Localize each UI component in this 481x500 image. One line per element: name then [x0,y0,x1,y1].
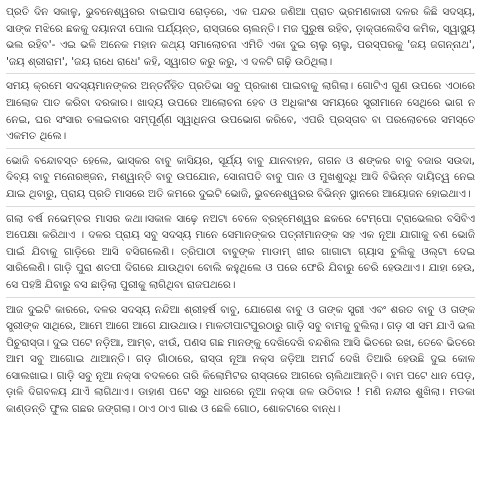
paragraph-2: ସମୟ କ୍ରମେ ସଦସ୍ୟମାନଙ୍କର ଅନ୍ତର୍ନିହିତ ପ୍ରତିଭା ସବୁ ପ୍ରକାଶ ପାଇବାକୁ ଲାଗିଲା। ଗୋଟିଏ ଗୁଣ ଉପରେ ଏଠାରେ ଆଲୋକ ପାତ କରିବା ଦରକାର। ଖାଦ୍ୟ ଉପରେ ଆଲୋଚନା ହେବ ଓ ଅଧିକାଂଶ ସମୟରେ ସ୍ତ୍ରୀମାନେ ସେଥିରେ ଭାଗ ନ ନେଇ, ଘର ସଂସାର ଚଳାଇବାର ସମ୍ପୂର୍ଣ୍ଣ ସ୍ୱାଧିନତା ଉପଭୋଗ କରିବେ, ଏପରି ପ୍ରସ୍ତାବ ବା ପରଲୋଚରେ ସମସ୍ତେ ଏକମତ ଥିଲେ। [6,80,475,143]
paragraph-divider [6,73,475,74]
paragraph-divider [6,148,475,149]
paragraph-1: ପ୍ରତି ଦିନ ସକାଳୁ, ଭୁବନେଶ୍ୱରର ବାଇପାସ ରୋଡ଼ରେ, ଏକ ପନ୍ଦର ଜଣିଆ ପ୍ରାତ ଭ୍ରମଣକାରୀ ଦଳର କିଛି ସଦସ୍ୟ, ସାଙ୍କ ମଝିରେ ଛକକୁ ଦୟାନଦୀ ପୋଲ ପର୍ଯ୍ୟନ୍ତ, ରାସ୍ତାରେ ଚାଲନ୍ତି। ମଜ ପୁରୁଷ ରହିବ, ଡ଼ାକ୍ତାଲେବିସ କମିକ, ସ୍ୱାସ୍ଥ୍ୟ ଭଲ ରହିବ'- ଏଇ ଭଳି ଅନେକ ମହାନ କଥ୍ୟ ସମାଲୋଚନା ଏମିତି ଏକା ଦୁଇ ଚାଲୁ ଚାଲୁ, ପରସ୍ପରକୁ 'ଜୟ ଜଗନ୍ନାଥ', 'ଜୟ ଶ୍ରୀରାମ', 'ଜୟ ରାଧେ ରାଧେ' କହି, ସ୍ୱାଗତ କରୁ କରୁ, ଏ ଦଳଟି ଗଢ଼ି ଉଠିଥିଲା। [6,6,475,68]
paragraph-divider [6,297,475,298]
paragraph-4: ଗଲା ବର୍ଷ ନଭେମ୍ବର ମାସର କଥା।ସକାଳ ସାଢ଼େ ନଅଟା ବେଳେ ବ୍ରହ୍ମେଶ୍ୱର ଛକରେ ଟେମ୍ପୋ ଟ୍ରାଭେଲର ବସିବିଏ ଅପେକ୍ଷା କରିଥାଏ । ଦଳର ପ୍ରାୟ ସବୁ ସଦସ୍ୟ ମାନେ ସେମାନଙ୍କର ପତ୍ନୀମାନଙ୍କ ସହ ଏକ ନୂଆ ଯାଗାକୁ ବଣ ଭୋଜି ପାଇଁ ଯିବାକୁ ଗାଡ଼ିରେ ଆସି ବସିଗଲେଣି। ତ୍ରିପାଠୀ ବାବୁଙ୍କ ମାଡାମ୍ ଖୀର ଗାଗାଟା ଗ୍ୟାସ ଚୁଲିକୁ ଓଲ୍ଟା ଦେଇ ସାରିଲେଣି। ଗାଡ଼ି ପୁରା ଶତପୀ ଦିଗରେ ଯାଉଥିବା ବୋଲି କହୁଥିଲେ ଓ ପରେ ଫେରି ଯିବାରୁ ଚେରି ହେଉଥାଏ। ଯାହା ହେଉ, ସେ ପହଞ୍ଚି ଯିବାରୁ ବସ ଛାଡ଼ିଲା ପୁରୀକୁ ଲାଗିଥିବା ରାଜପଥରେ। [6,212,475,291]
paragraph-5: ଆଜ ଦୁଇଟି କାରରେ, ଦଳର ସଦସ୍ୟ ନନ୍ଦିଆ ଶ୍ରୀହର୍ଷ ବାବୁ, ଯୋଗେଶ ବାବୁ ଓ ତାଙ୍କ ସ୍ତ୍ରୀ ଏବଂ ଶରତ ବାବୁ ଓ ତାଙ୍କ ସ୍ତ୍ରୀଙ୍କ ସାଥିରେ, ଆମେ ଆଗେ ଆଗେ ଯାଉଥାଉ। ମାଳତୀପାଟପୁରଠାରୁ ଗାଡ଼ି ସବୁ ବାମକୁ ବୁଲିଲା। ଗଡ଼ ସୀ ସମ ଯାଏଁ ଭଲ ପିଚୁରାସ୍ତା। ଦୁଇ ପଟେ ନଡ଼ିଆ, ଆମ୍ବ, ଝାଉଁ, ପଣସ ଗଛ ମାନଙ୍କୁ ଦେଖିଦେଖି ବନ୍ଦଶିଲ ଆସି ଭିତରେ ରଖ, ତେବେ ଭିତରେ ଆମ ସବୁ ଆଗୋଇ ଥାଆନ୍ତି। ଗଡ଼ ଗାଁଠାରେ, ରାସ୍ତା ନୂଆ ନକ୍ସ ଜଡ଼ିଆ ଅମର୍ଦ୍ଦ ଦେଖି ତିଆରି ହେଉଛି ଦୁଇ କୋଳ ସୋଲଖାଇ। ଗାଡ଼ି ସବୁ ନୂଆ ନକ୍ସା ବଦଳରେ ତାରି କିଲୋମିଟର ରାସ୍ତାରେ ଆଗରେ ଚାଲିଥାଆନ୍ତି। ବାମ ପଟେ ଧାନ ପେଡ଼, ଡ଼ାଳି ଦିଗବଳୟ ଯାଏଁ ଲାଗିଥାଏ। ଡାହାଣ ପଟେ ସରୁ ଧାରରେ ନୂଆ ନକ୍ସା ଜଳ ଉଠିବାର ! ମଣି ନନ୍ଦୀର ଶୁଖିଲା। ମଡକା କାଣ୍ଡନ୍ତି ଫୁଲ ଗଛର ଜଙ୍ଗଲା। ଠାଏ ଠାଏ ଗାଈ ଓ ଛେଳି ଗୋଠ, ଶୋକଟାରେ ବାନ୍ଧ। [6,303,475,416]
paragraph-3: ଭୋଜି ବନ୍ଦୋବସ୍ତ ହେଲେ, ଭାସ୍କର ବାବୁ କାସିୟର, ସୂର୍ଯ୍ୟ ବାବୁ ଯାନବାହନ, ଗଗନ ଓ ଶଙ୍କର ବାବୁ ବଜାର ସଉଦା, ଦିବ୍ୟ ବାବୁ ମନୋରଞ୍ଜନ, ମଶ୍ୱାନ୍ତି ବାବୁ ଉପଯୋନ, ସୋନାପତି ବାବୁ ପାନ ଓ ମୁଖଶୁଦ୍ଧି ଆଦି ବିଭିନ୍ନ ଦାୟିତ୍ୱ ନେଇ ଯାଇ ଥିବାରୁ, ପ୍ରାୟ ପ୍ରତି ମାସରେ ଅତି କମରେ ଦୁଇଟି ଭୋଜି, ଭୁବନେଶ୍ୱରର ବିଭିନ୍ନ ସ୍ଥାନରେ ଆୟୋଜନ ହୋଇଥାଏ। [6,154,475,200]
paragraph-divider [6,206,475,207]
